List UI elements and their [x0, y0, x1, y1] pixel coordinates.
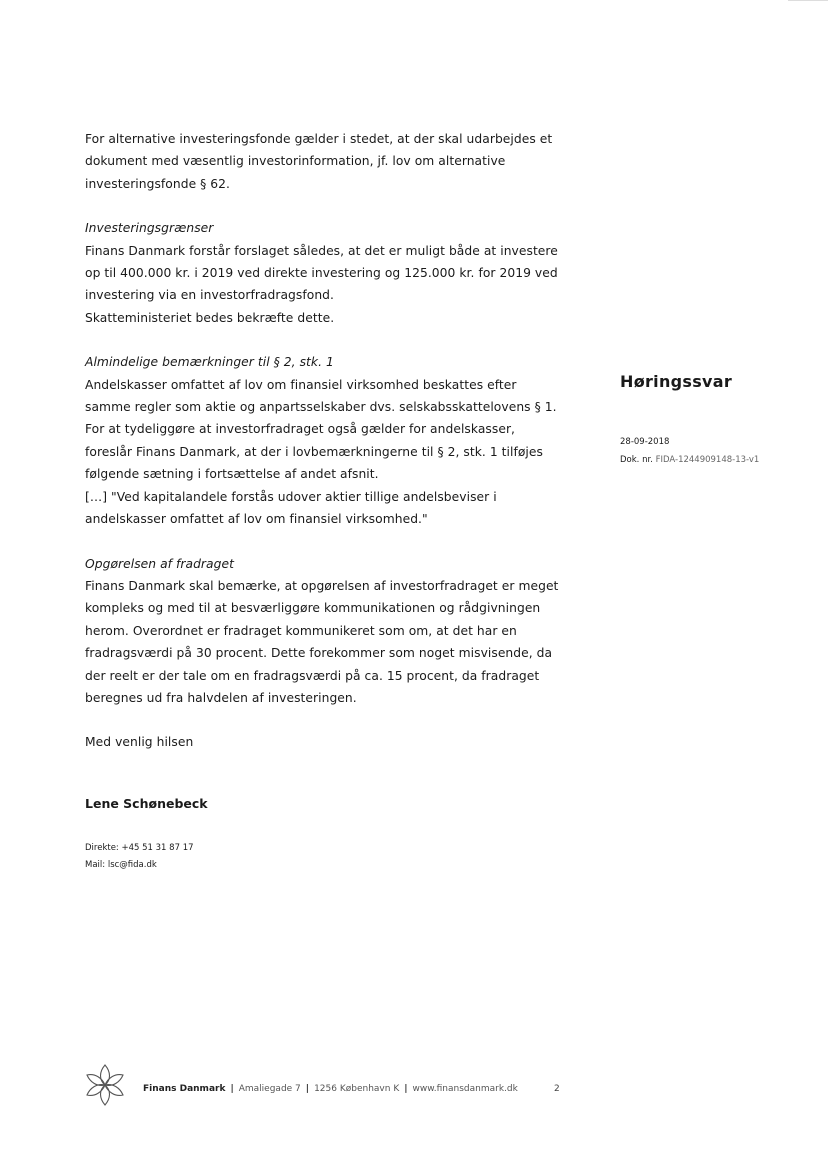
- document-date: 28-09-2018: [620, 437, 670, 447]
- footer-city: 1256 København K: [314, 1084, 400, 1094]
- heading-investeringsgraenser: Investeringsgrænser: [85, 221, 214, 236]
- page-number: 2: [554, 1084, 560, 1094]
- heading-opgoerelsen: Opgørelsen af fradraget: [85, 556, 234, 571]
- paragraph-skatteministeriet: Skatteministeriet bedes bekræfte dette.: [85, 310, 335, 325]
- document-meta: [620, 433, 759, 469]
- paragraph-quote: […] "Ved kapitalandele forstås udover aktier tillige andelsbeviser i andelskasser omfattet af lov om finansiel virksomhed.": [85, 489, 497, 527]
- closing-greeting: Med venlig hilsen: [85, 735, 194, 750]
- footer-street: Amaliegade 7: [238, 1084, 301, 1094]
- heading-almindelige-bemaerkninger: Almindelige bemærkninger til § 2, stk. 1: [85, 355, 334, 370]
- paragraph-andelskasser: Andelskasser omfattet af lov om finansiel virksomhed beskattes efter samme regler som aktie og anpartsselskaber dvs. selskabsskattelovens § 1. For at tydeliggøre at investorfradraget også gælder for andelskasser, foreslår Finans Danmark, at der i lovbemærkningerne til § 2, stk. 1 tilføjes følgende sætning i fortsættelse af andet afsnit.: [85, 377, 557, 482]
- footer-address-line: [143, 1084, 518, 1094]
- document-type-title: Høringssvar: [620, 372, 733, 391]
- signer-name: Lene Schønebeck: [85, 796, 208, 811]
- page-footer: [0, 1060, 828, 1120]
- footer-separator: |: [230, 1084, 234, 1094]
- top-edge-line: [788, 0, 828, 1]
- direct-phone: Direkte: +45 51 31 87 17: [85, 843, 194, 853]
- footer-website-link[interactable]: www.finansdanmark.dk: [412, 1084, 518, 1094]
- email-address: Mail: lsc@fida.dk: [85, 860, 157, 870]
- paragraph-opgoerelsen: Finans Danmark skal bemærke, at opgørelsen af investorfradraget er meget kompleks og med til at besværliggøre kommunikationen og rådgivningen herom. Overordnet er fradraget kommunikeret som om, at det har en fradragsværdi på 30 procent. Dette forekommer som noget misvisende, da der reelt er der tale om en fradragsværdi på ca. 15 procent, da fradraget beregnes ud fra halvdelen af investeringen.: [85, 578, 559, 705]
- letter-body: [85, 128, 565, 754]
- footer-brand: Finans Danmark: [143, 1084, 226, 1094]
- document-number: [620, 451, 759, 469]
- signer-contact: [85, 840, 194, 874]
- paragraph-investeringsgraenser: Finans Danmark forstår forslaget således, at det er muligt både at investere op til 400.000 kr. i 2019 ved direkte investering og 125.000 kr. for 2019 ved investering via en investorfradragsfond.: [85, 243, 558, 303]
- document-number-label: Dok. nr.: [620, 455, 653, 465]
- paragraph-aif: For alternative investeringsfonde gælder i stedet, at der skal udarbejdes et dokument med væsentlig investorinformation, jf. lov om alternative investeringsfonde § 62.: [85, 132, 553, 191]
- footer-separator: |: [305, 1084, 310, 1094]
- footer-separator: |: [404, 1084, 408, 1094]
- finans-danmark-logo-icon: [84, 1062, 126, 1108]
- document-number-value: FIDA-1244909148-13-v1: [655, 455, 760, 465]
